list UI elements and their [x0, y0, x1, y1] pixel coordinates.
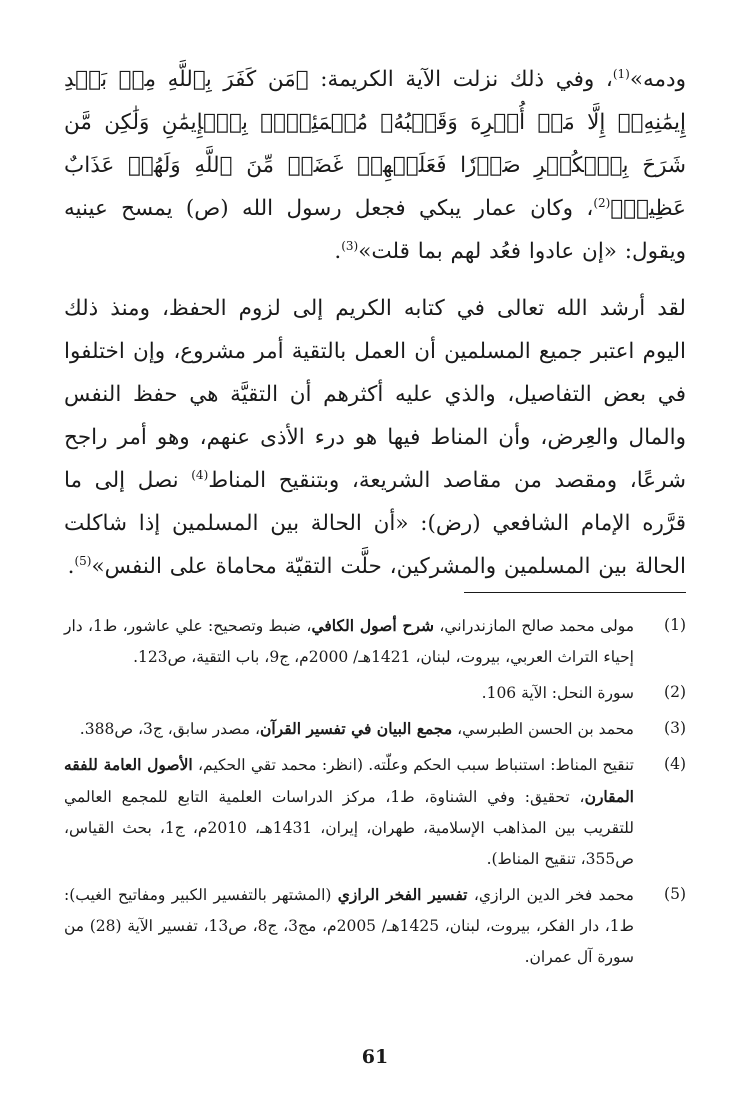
paragraph-2-text-a: لقد أرشد الله تعالى في كتابه الكريم إلى لزوم الحفظ، ومنذ ذلك اليوم اعتبر جميع المسلمين أن العمل بالتقية أمر مشروع، وإن اختلفوا في بعض التفاصيل، والذي عليه أكثرهم أن التقيَّة هي حفظ النفس والمال والعِرض، وأن المناط فيها هو درء الأذى عنهم، وهو أمر راجح شرعًا، ومقصد من مقاصد الشريعة، وبتنقيح المناط [64, 296, 686, 493]
footnote-number: (2) [664, 683, 686, 701]
footnote-book-title: مجمع البيان في تفسير القرآن [259, 719, 453, 738]
footnote-book-title: الأصول العامة للفقه المقارن [64, 755, 634, 806]
paragraph-1-text-d: . [334, 239, 342, 264]
footnote-4 [64, 749, 686, 875]
footnote-text [64, 879, 634, 973]
footnote-text-pre: مولى محمد صالح المازندراني، [433, 617, 634, 635]
page-number: 61 [361, 1046, 389, 1068]
footnote-ref-3: (3) [341, 238, 359, 253]
body-paragraph-2 [64, 287, 686, 588]
footnote-text-pre: سورة النحل: الآية 106. [481, 684, 634, 702]
footnote-text-post: ، ضبط وتصحيح: علي عاشور، ط1، دار إحياء التراث العربي، بيروت، لبنان، 1421هـ/ 2000م، ج9، باب التقية، ص123. [64, 617, 634, 666]
footnote-2 [64, 677, 686, 709]
footnotes-list [64, 610, 686, 977]
footnote-text [64, 610, 634, 673]
footnote-text-post: ، مصدر سابق، ج3، ص388. [79, 720, 260, 738]
footnote-book-title: شرح أصول الكافي [311, 616, 434, 635]
footnote-number: (3) [664, 719, 686, 737]
footnote-number: (1) [664, 616, 686, 634]
book-page [64, 58, 686, 1078]
paragraph-1-text-a: ودمه» [629, 67, 686, 92]
paragraph-2-text-b: نصل إلى ما قرَّره الإمام الشافعي (رض): «أن الحالة بين المسلمين إذا شاكلت الحالة بين المسلمين والمشركين، حلَّت التقيّة محاماة على النفس» [64, 468, 686, 579]
footnote-3 [64, 713, 686, 745]
footnote-text [64, 713, 634, 745]
footnote-text-pre: محمد فخر الدين الرازي، [467, 886, 634, 904]
footnote-ref-2: (2) [593, 195, 611, 210]
quran-verse: ﴿مَن كَفَرَ بِٱللَّهِ مِنۢ بَعۡدِ إِيمَٰنِهِۦٓ إِلَّا مَنۡ أُكۡرِهَ وَقَلۡبُهُۥ مُطۡمَئِنُّۢ بِٱلۡإِيمَٰنِ وَلَٰكِن مَّن شَرَحَ بِٱلۡكُفۡرِ صَدۡرٗا فَعَلَيۡهِمۡ غَضَبٞ مِّنَ ٱللَّهِ وَلَهُمۡ عَذَابٌ عَظِيمٞ﴾ [64, 67, 686, 221]
footnote-text-post: (المشتهر بالتفسير الكبير ومفاتيح الغيب): ط1، دار الفكر، بيروت، لبنان، 1425هـ/ 2005م، مج3، ج8، ص13، تفسير الآية (28) من سورة آل عمران. [64, 886, 635, 966]
paragraph-2-text-c: . [67, 554, 75, 579]
footnote-5 [64, 879, 686, 973]
footnote-ref-4: (4) [191, 467, 209, 482]
footnote-text-post: ، تحقيق: وفي الشناوة، ط1، مركز الدراسات العلمية التابع للمجمع العالمي للتقريب بين المذاهب الإسلامية، طهران، إيران، 1431هـ، 2010م، ج1، بحث القياس، ص355، تنقيح المناط). [64, 788, 634, 868]
footnote-number: (5) [664, 885, 686, 903]
footnote-book-title: تفسير الفخر الرازي [337, 885, 468, 904]
footnote-text-pre: تنقيح المناط: استنباط سبب الحكم وعلّته. (انظر: محمد تقي الحكيم، [192, 756, 634, 774]
body-paragraph-1 [64, 58, 686, 273]
footnote-ref-5: (5) [74, 553, 92, 568]
footnote-1 [64, 610, 686, 673]
footnote-separator [464, 592, 686, 593]
paragraph-1-text-b: ، وفي ذلك نزلت الآية الكريمة: [308, 67, 613, 92]
paragraph-1-text-c: ، وكان عمار يبكي فجعل رسول الله (ص) يمسح عينيه ويقول: «إن عادوا فعُد لهم بما قلت» [64, 196, 686, 264]
footnote-text [64, 749, 634, 875]
footnote-text-pre: محمد بن الحسن الطبرسي، [452, 720, 634, 738]
footnote-number: (4) [664, 755, 686, 773]
footnote-ref-1: (1) [612, 66, 630, 81]
footnote-text [64, 677, 634, 709]
